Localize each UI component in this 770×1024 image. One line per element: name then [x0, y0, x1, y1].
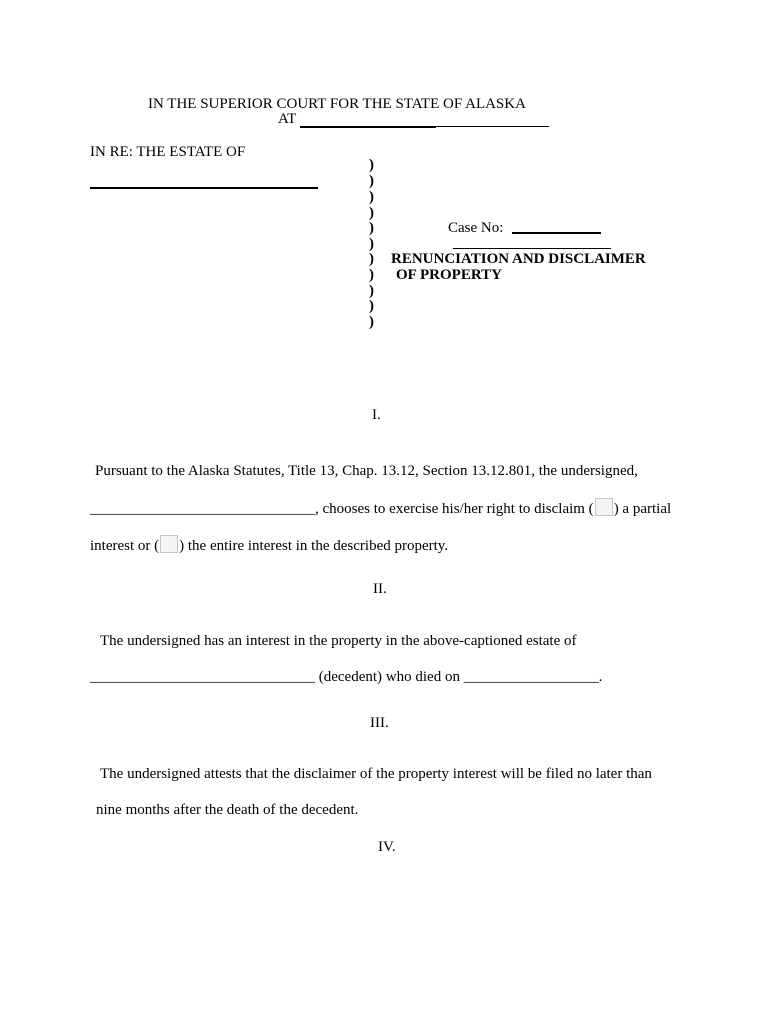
caption-paren: )	[369, 220, 374, 236]
section-numeral-i: I.	[372, 407, 381, 423]
section-ii-line2-text: (decedent) who died on	[315, 669, 464, 685]
disclaimant-name-blank[interactable]: ______________________________	[90, 501, 315, 517]
section-i-line2	[90, 498, 671, 518]
caption-paren: )	[369, 283, 374, 299]
case-no-blank-line[interactable]	[512, 232, 601, 234]
section-numeral-iv: IV.	[378, 839, 396, 855]
entire-interest-checkbox[interactable]	[160, 535, 178, 553]
caption-paren: )	[369, 298, 374, 314]
section-i-line2-text: , chooses to exercise his/her right to disclaim (	[315, 501, 594, 517]
partial-interest-checkbox[interactable]	[595, 498, 613, 516]
at-location-blank-line-extension	[436, 126, 549, 127]
section-i-line3-end: ) the entire interest in the described property.	[179, 538, 449, 554]
at-location-blank-line[interactable]	[300, 126, 436, 128]
case-no-label: Case No:	[448, 220, 504, 236]
estate-decedent-blank[interactable]: ______________________________	[90, 669, 315, 685]
caption-paren: )	[369, 314, 374, 330]
section-iii-line1: The undersigned attests that the disclaimer of the property interest will be filed no later than	[100, 766, 652, 782]
section-ii-line2-end: .	[598, 669, 603, 685]
caption-paren: )	[369, 157, 374, 173]
section-ii-line1: The undersigned has an interest in the property in the above-captioned estate of	[100, 633, 577, 649]
section-i-line1: Pursuant to the Alaska Statutes, Title 13, Chap. 13.12, Section 13.12.801, the undersigned,	[95, 463, 638, 479]
section-numeral-ii: II.	[373, 581, 387, 597]
caption-paren: )	[369, 205, 374, 221]
section-i-line2-end: ) a partial	[613, 501, 672, 517]
section-iii-line2: nine months after the death of the decedent.	[96, 802, 359, 818]
section-i-line3-start: interest or (	[90, 538, 160, 554]
caption-paren: )	[369, 236, 374, 252]
section-numeral-iii: III.	[370, 715, 389, 731]
caption-paren: )	[369, 267, 374, 283]
at-label: AT	[278, 111, 297, 127]
court-title: IN THE SUPERIOR COURT FOR THE STATE OF ALASKA	[148, 96, 526, 112]
caption-paren: )	[369, 173, 374, 189]
date-of-death-blank[interactable]: __________________	[463, 669, 599, 685]
caption-paren: )	[369, 189, 374, 205]
case-no-underline	[453, 248, 611, 249]
document-title-line1: RENUNCIATION AND DISCLAIMER	[391, 251, 646, 267]
section-ii-line2	[90, 668, 602, 686]
in-re-label: IN RE: THE ESTATE OF	[90, 144, 246, 160]
section-i-line3	[90, 535, 448, 555]
caption-paren: )	[369, 251, 374, 267]
document-title-line2: OF PROPERTY	[396, 267, 502, 283]
decedent-name-blank-line[interactable]	[90, 187, 318, 189]
